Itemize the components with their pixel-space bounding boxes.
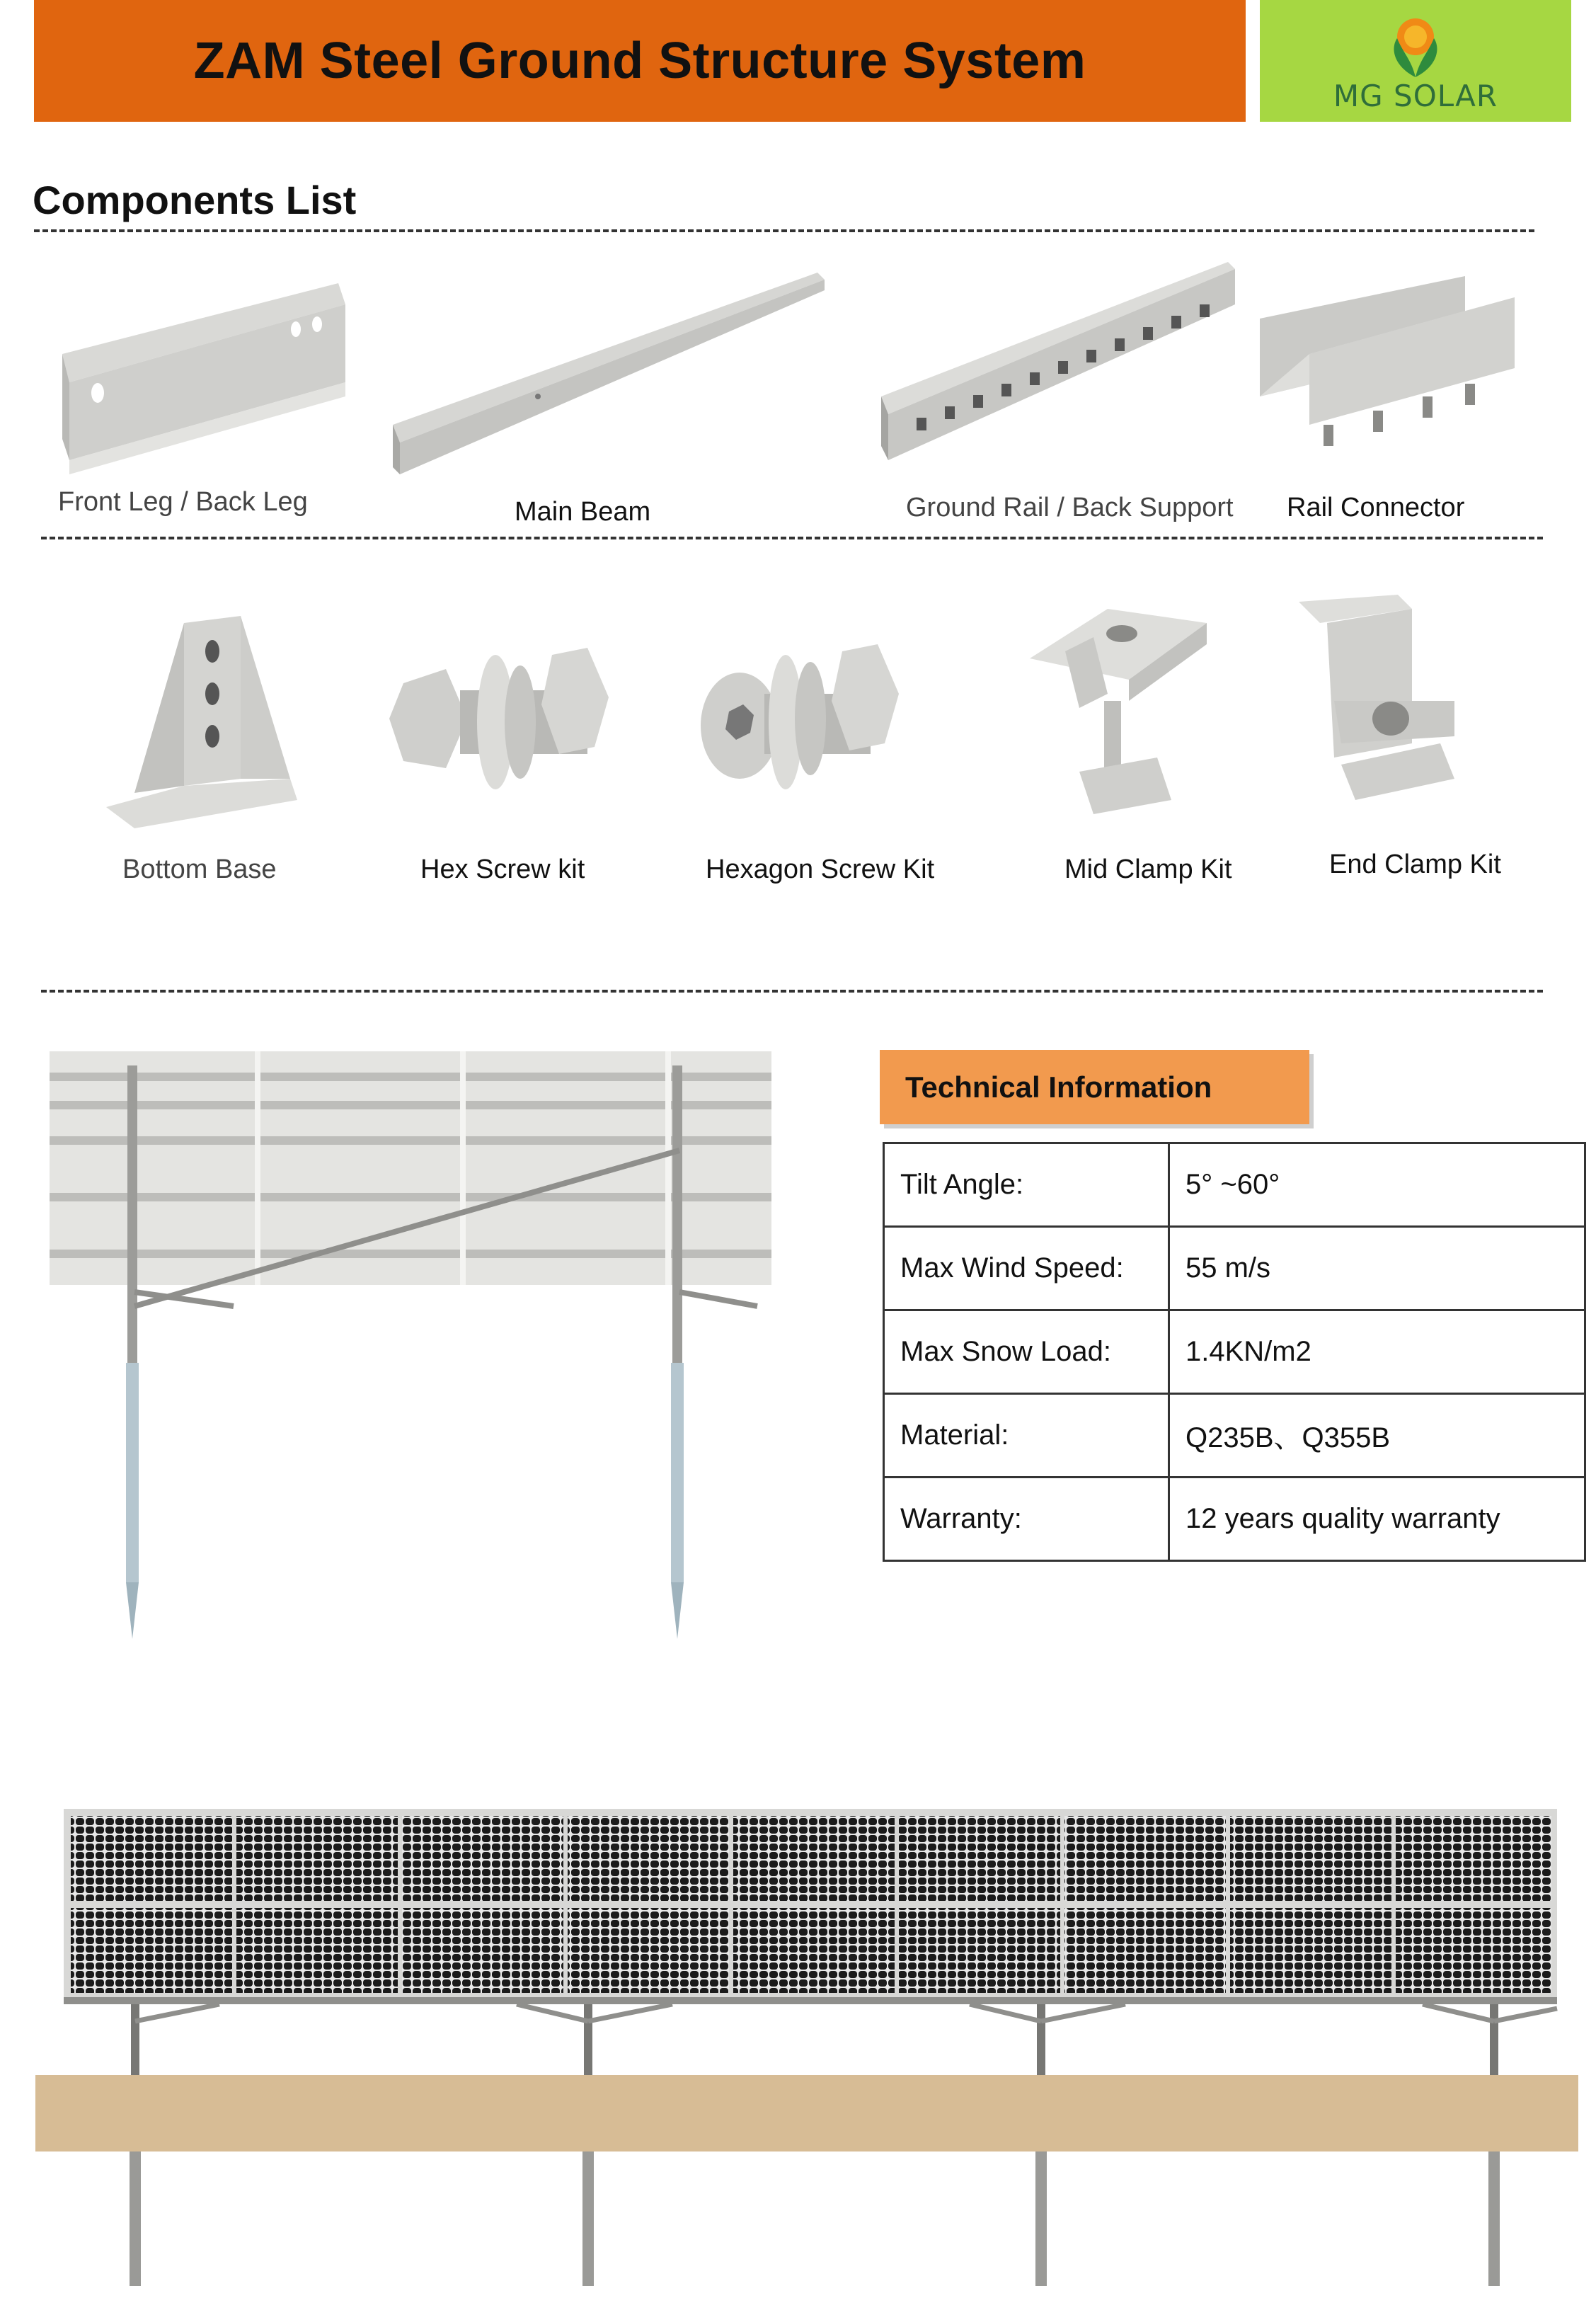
tech-info-title: Technical Information <box>905 1070 1212 1104</box>
spec-value: 5° ~60° <box>1169 1143 1585 1227</box>
component-label: Ground Rail / Back Support <box>906 493 1234 522</box>
component-label: Mid Clamp Kit <box>1064 855 1232 884</box>
divider <box>34 229 1534 232</box>
spec-key: Warranty: <box>884 1478 1169 1561</box>
main-beam-illustration <box>389 269 828 481</box>
component-label: Main Beam <box>515 497 651 527</box>
components-title: Components List <box>33 178 357 222</box>
divider <box>41 990 1543 993</box>
brand-logo <box>1260 0 1571 122</box>
spec-value: 1.4KN/m2 <box>1169 1310 1585 1394</box>
bottom-base-illustration <box>106 616 297 842</box>
ground <box>35 2075 1578 2151</box>
mid-clamp-kit-illustration <box>1030 595 1207 821</box>
front-leg-illustration <box>55 276 352 474</box>
table-row <box>884 1227 1585 1310</box>
table-row <box>884 1394 1585 1478</box>
tech-info-tab <box>880 1050 1309 1124</box>
hex-screw-kit-illustration <box>389 634 609 796</box>
table-row <box>884 1143 1585 1227</box>
table-row <box>884 1478 1585 1561</box>
spec-key: Max Snow Load: <box>884 1310 1169 1394</box>
divider <box>41 537 1543 539</box>
structure-side-view <box>50 1051 771 1639</box>
hexagon-screw-kit-illustration <box>701 634 899 796</box>
header-bar <box>34 0 1246 122</box>
tech-info-table <box>883 1142 1586 1562</box>
component-label: End Clamp Kit <box>1329 850 1501 879</box>
component-label: Hexagon Screw Kit <box>706 855 935 884</box>
spec-key: Material: <box>884 1394 1169 1478</box>
sun-leaf-icon <box>1387 10 1444 81</box>
table-row <box>884 1310 1585 1394</box>
spec-key: Max Wind Speed: <box>884 1227 1169 1310</box>
array-front-view <box>35 1809 1585 2297</box>
spec-key: Tilt Angle: <box>884 1143 1169 1227</box>
logo-text: MG SOLAR <box>1333 79 1498 113</box>
spec-value: 12 years quality warranty <box>1169 1478 1585 1561</box>
component-label: Rail Connector <box>1287 493 1465 522</box>
ground-rail-illustration <box>881 262 1235 474</box>
component-label: Front Leg / Back Leg <box>58 487 308 517</box>
page-title: ZAM Steel Ground Structure System <box>193 33 1086 89</box>
component-label: Hex Screw kit <box>420 855 585 884</box>
spec-value: 55 m/s <box>1169 1227 1585 1310</box>
component-label: Bottom Base <box>122 855 277 884</box>
end-clamp-kit-illustration <box>1299 595 1462 814</box>
spec-value: Q235B、Q355B <box>1169 1394 1585 1478</box>
rail-connector-illustration <box>1253 276 1522 446</box>
